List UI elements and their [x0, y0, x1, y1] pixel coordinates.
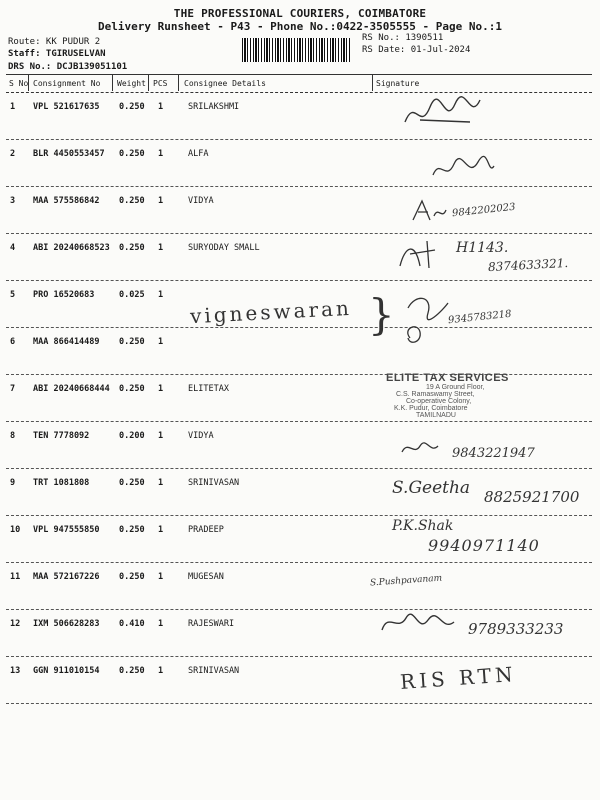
row-details: SURYODAY SMALL — [188, 243, 260, 253]
row-pcs: 1 — [158, 478, 164, 488]
row-details: VIDYA — [188, 196, 214, 206]
signature-row4 — [395, 236, 450, 276]
rs-number: RS No.: 1390511 — [362, 33, 444, 43]
handwritten-sig-9: S.Geetha — [392, 478, 471, 498]
row-weight: 0.410 — [119, 619, 145, 629]
row-weight: 0.200 — [119, 431, 145, 441]
stamp-line: 19 A Ground Floor, — [426, 384, 485, 391]
row-sno: 5 — [10, 290, 16, 300]
stamp-line: K.K. Pudur, Coimbatore — [394, 405, 468, 412]
row-pcs: 1 — [158, 196, 164, 206]
row-pcs: 1 — [158, 384, 164, 394]
row-pcs: 1 — [158, 572, 164, 582]
barcode — [242, 38, 350, 62]
row-weight: 0.250 — [119, 525, 145, 535]
table-row — [6, 140, 592, 187]
row-details: VIDYA — [188, 431, 214, 441]
row-consignment: TEN 7778092 — [33, 431, 90, 441]
col-consignment: Consignment No — [33, 79, 101, 88]
row-weight: 0.250 — [119, 666, 145, 676]
row-details: SRILAKSHMI — [188, 102, 240, 112]
row-weight: 0.250 — [119, 337, 145, 347]
row-details: SRINIVASAN — [188, 478, 240, 488]
row-consignment: VPL 947555850 — [33, 525, 100, 535]
row-consignment: ABI 20240668523 — [33, 243, 110, 253]
row-consignment: MAA 572167226 — [33, 572, 100, 582]
row-details: ELITETAX — [188, 384, 229, 394]
signature-row8 — [398, 436, 442, 460]
col-signature: Signature — [376, 79, 420, 88]
col-weight: Weight — [117, 79, 146, 88]
col-divider — [178, 74, 179, 91]
drs-number: DRS No.: DCJB139051101 — [8, 62, 128, 72]
row-details: RAJESWARI — [188, 619, 235, 629]
row-details: MUGESAN — [188, 572, 224, 582]
col-divider — [372, 74, 373, 91]
table-row — [6, 328, 592, 375]
handwritten-phone-8: 9843221947 — [452, 446, 535, 461]
col-details: Consignee Details — [184, 79, 266, 88]
signature-row1 — [400, 92, 495, 136]
row-weight: 0.025 — [119, 290, 145, 300]
row-weight: 0.250 — [119, 196, 145, 206]
handwritten-phone-9: 8825921700 — [484, 488, 580, 506]
row-weight: 0.250 — [119, 102, 145, 112]
row-sno: 8 — [10, 431, 16, 441]
row-consignment: IXM 506628283 — [33, 619, 100, 629]
row-details: ALFA — [188, 149, 209, 159]
row-sno: 10 — [10, 525, 21, 535]
handwritten-name-5-6: vigneswaran — [189, 295, 353, 329]
row-sno: 11 — [10, 572, 21, 582]
handwritten-sig-10: P.K.Shak — [392, 518, 454, 534]
stamp-title: ELITE TAX SERVICES — [386, 372, 509, 384]
row-consignment: ABI 20240668444 — [33, 384, 110, 394]
stamp-line: TAMILNADU — [416, 412, 456, 419]
row-sno: 4 — [10, 243, 16, 253]
col-divider — [112, 74, 113, 91]
row-pcs: 1 — [158, 243, 164, 253]
table-row — [6, 563, 592, 610]
row-weight: 0.250 — [119, 478, 145, 488]
row-consignment: PRO 16520683 — [33, 290, 95, 300]
row-sno: 12 — [10, 619, 21, 629]
row-consignment: VPL 521617635 — [33, 102, 100, 112]
brace-mark: } — [368, 290, 395, 339]
rs-date: RS Date: 01-Jul-2024 — [362, 45, 471, 55]
row-weight: 0.250 — [119, 384, 145, 394]
col-pcs: PCS — [153, 79, 168, 88]
row-consignment: MAA 575586842 — [33, 196, 100, 206]
row-details: PRADEEP — [188, 525, 224, 535]
signature-row2 — [428, 150, 498, 190]
col-divider — [148, 74, 149, 91]
row-weight: 0.250 — [119, 572, 145, 582]
row-pcs: 1 — [158, 102, 164, 112]
signature-row12 — [378, 608, 458, 638]
col-divider — [28, 74, 29, 91]
row-pcs: 1 — [158, 619, 164, 629]
handwritten-row13: RIS RTN — [399, 661, 518, 695]
row-sno: 7 — [10, 384, 16, 394]
elite-tax-stamp — [386, 372, 546, 432]
handwritten-row4-a: H1143. — [456, 240, 509, 256]
stamp-line: Co-operative Colony, — [406, 398, 472, 405]
row-sno: 1 — [10, 102, 16, 112]
row-sno: 3 — [10, 196, 16, 206]
handwritten-phone-10: 9940971140 — [428, 536, 540, 555]
table-header — [6, 75, 592, 93]
handwritten-row4-b: 8374633321. — [487, 255, 569, 275]
row-pcs: 1 — [158, 666, 164, 676]
col-sno: S No — [9, 79, 29, 88]
row-sno: 9 — [10, 478, 16, 488]
row-sno: 2 — [10, 149, 16, 159]
handwritten-phone-6: 9345783218 — [447, 308, 513, 327]
row-pcs: 1 — [158, 525, 164, 535]
row-sno: 6 — [10, 337, 16, 347]
row-weight: 0.250 — [119, 243, 145, 253]
row-consignment: GGN 911010154 — [33, 666, 100, 676]
staff-label: Staff: TGIRUSELVAN — [8, 49, 106, 59]
row-weight: 0.250 — [119, 149, 145, 159]
handwritten-phone-12: 9789333233 — [468, 620, 564, 638]
handwritten-phone-3: 9842202023 — [451, 201, 517, 220]
row-details: SRINIVASAN — [188, 666, 240, 676]
row-sno: 13 — [10, 666, 21, 676]
row-pcs: 1 — [158, 337, 164, 347]
route-label: Route: KK PUDUR 2 — [8, 37, 101, 47]
stamp-line: C.S. Ramaswamy Street, — [396, 391, 475, 398]
handwritten-sig-11: S.Pushpavanam — [369, 573, 443, 589]
row-pcs: 1 — [158, 431, 164, 441]
signature-row3 — [410, 196, 450, 226]
runsheet-subtitle: Delivery Runsheet - P43 - Phone No.:0422-3505555 - Page No.:1 — [98, 20, 502, 33]
table-row — [6, 93, 592, 140]
row-consignment: BLR 4450553457 — [33, 149, 105, 159]
row-consignment: TRT 1081808 — [33, 478, 90, 488]
row-pcs: 1 — [158, 149, 164, 159]
runsheet-title: THE PROFESSIONAL COURIERS, COIMBATORE — [173, 7, 427, 20]
row-pcs: 1 — [158, 290, 164, 300]
row-consignment: MAA 866414489 — [33, 337, 100, 347]
